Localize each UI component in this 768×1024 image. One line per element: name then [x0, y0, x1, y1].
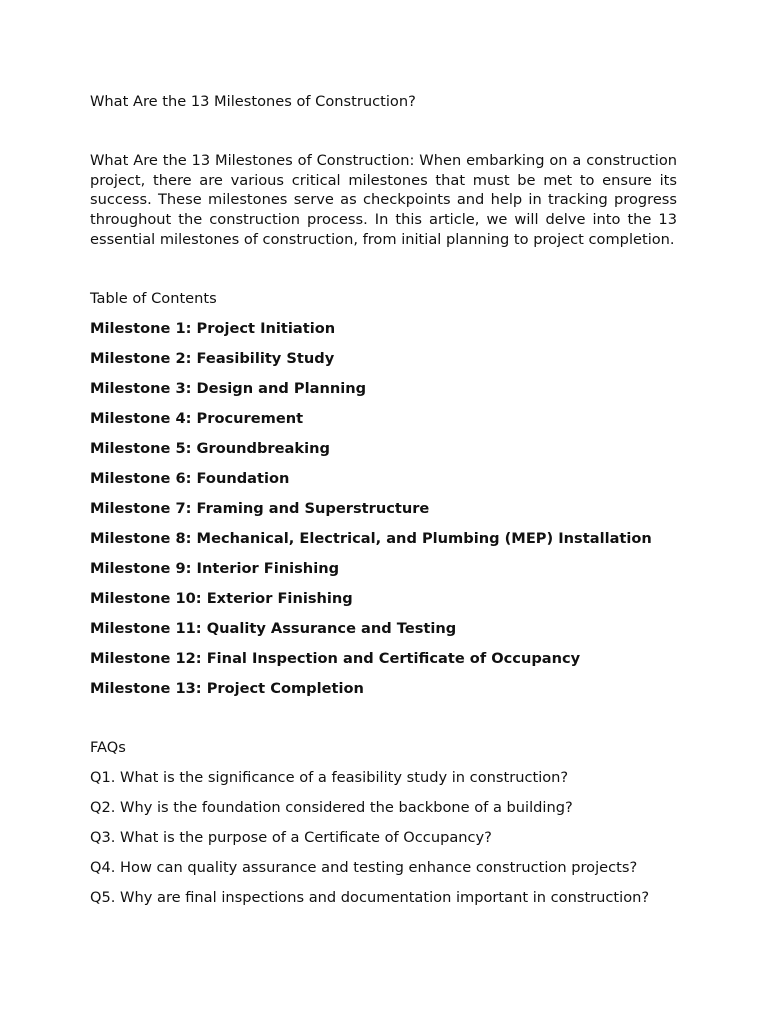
page-title: What Are the 13 Milestones of Construction? — [90, 93, 416, 110]
toc-item-milestone-1: Milestone 1: Project Initiation — [90, 319, 336, 337]
toc-item-milestone-9: Milestone 9: Interior Finishing — [90, 559, 340, 577]
toc-item-milestone-2: Milestone 2: Feasibility Study — [90, 349, 335, 367]
faq-item-q5: Q5. Why are final inspections and documentation important in construction? — [90, 888, 650, 906]
toc-item-milestone-11: Milestone 11: Quality Assurance and Testing — [90, 619, 457, 637]
toc-item-milestone-13: Milestone 13: Project Completion — [90, 679, 364, 697]
faq-item-q4: Q4. How can quality assurance and testing enhance construction projects? — [90, 858, 638, 876]
toc-item-milestone-12: Milestone 12: Final Inspection and Certificate of Occupancy — [90, 649, 581, 667]
faq-item-q3: Q3. What is the purpose of a Certificate of Occupancy? — [90, 828, 492, 846]
toc-item-milestone-10: Milestone 10: Exterior Finishing — [90, 589, 353, 607]
toc-item-milestone-3: Milestone 3: Design and Planning — [90, 379, 367, 397]
document-content — [90, 92, 677, 908]
toc-item-milestone-8: Milestone 8: Mechanical, Electrical, and Plumbing (MEP) Installation — [90, 529, 652, 547]
toc-item-milestone-7: Milestone 7: Framing and Superstructure — [90, 499, 430, 517]
intro-paragraph: What Are the 13 Milestones of Construction: When embarking on a construction project, there are various critical milestones that must be met to ensure its success. These milestones serve as checkpoints and help in tracking progress throughout the construction process. In this article, we will delve into the 13 essential milestones of construction, from initial planning to project completion. — [90, 152, 677, 248]
toc-heading: Table of Contents — [90, 289, 217, 307]
toc-list — [90, 319, 677, 699]
faq-item-q2: Q2. Why is the foundation considered the backbone of a building? — [90, 798, 573, 816]
faq-item-q1: Q1. What is the significance of a feasibility study in construction? — [90, 768, 569, 786]
faq-list — [90, 768, 677, 908]
toc-item-milestone-5: Milestone 5: Groundbreaking — [90, 439, 330, 457]
faq-heading: FAQs — [90, 738, 126, 756]
toc-item-milestone-6: Milestone 6: Foundation — [90, 469, 290, 487]
toc-item-milestone-4: Milestone 4: Procurement — [90, 409, 304, 427]
